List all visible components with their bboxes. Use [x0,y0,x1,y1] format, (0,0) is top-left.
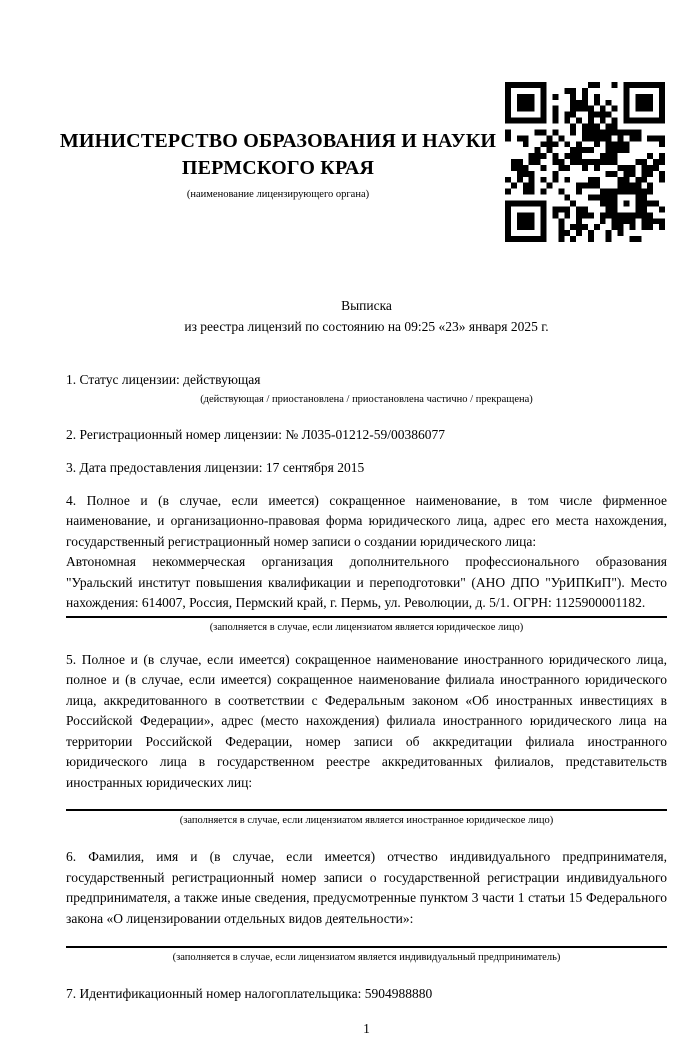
item-4-caption: (заполняется в случае, если лицензиатом является юридическое лицо) [66,621,667,634]
item-6-blank-field [66,939,667,948]
item-5-caption: (заполняется в случае, если лицензиатом является иностранное юридическое лицо) [66,814,667,827]
document-title [66,296,667,337]
licensing-authority-caption: (наименование лицензирующего органа) [56,188,500,201]
ministry-name-line1: МИНИСТЕРСТВО ОБРАЗОВАНИЯ И НАУКИ [56,128,500,155]
ministry-name-line2: ПЕРМСКОГО КРАЯ [56,155,500,182]
document-title-line2: из реестра лицензий по состоянию на 09:25 «23» января 2025 г. [66,317,667,338]
item-2-registration-number: 2. Регистрационный номер лицензии: № Л035-01212-59/00386077 [66,425,667,446]
licensing-authority-header [56,128,500,201]
document-title-line1: Выписка [66,296,667,317]
item-5-foreign-entity-heading: 5. Полное и (в случае, если имеется) сокращенное наименование иностранного юридического лица, полное и (в случае, если имеется) сокращенное наименование филиала иностранного юридического лица, аккредитованного в соответствии с Федеральным законом «Об иностранных инвестициях в Российской Федерации», адрес (место нахождения) филиала иностранного юридического лица на территории Российской Федерации, номер записи об аккредитации филиала иностранного юридического лица в государственном реестре аккредитованных филиалов, представительств иностранных юридических лиц: [66,650,667,794]
document-body [66,296,667,1039]
qr-code [505,82,665,242]
page-number: 1 [66,1019,667,1039]
item-5-blank-field [66,802,667,811]
item-4-legal-entity-value: Автономная некоммерческая организация дополнительного профессионального образования "Уральский институт повышения квалификации и переподготовки" (АНО ДПО "УрИПКиП"). Место нахождения: 614007, Россия, Пермский край, г. Пермь, ул. Революции, д. 5/1. ОГРН: 1125900001182. [66,552,667,618]
item-4-legal-entity-heading: 4. Полное и (в случае, если имеется) сокращенное наименование, в том числе фирменное наименование, и организационно-правовая форма юридического лица, адрес его места нахождения, государственный регистрационный номер записи о создании юридического лица: [66,491,667,553]
item-1-license-status: 1. Статус лицензии: действующая [66,370,667,391]
item-7-taxpayer-id: 7. Идентификационный номер налогоплательщика: 5904988880 [66,984,667,1005]
item-1-caption: (действующая / приостановлена / приостановлена частично / прекращена) [66,393,667,406]
item-3-license-grant-date: 3. Дата предоставления лицензии: 17 сентября 2015 [66,458,667,479]
item-6-individual-entrepreneur-heading: 6. Фамилия, имя и (в случае, если имеется) отчество индивидуального предпринимателя, государственный регистрационный номер записи о государственной регистрации индивидуального предпринимателя, а также иные сведения, предусмотренные пунктом 3 части 1 статьи 15 Федерального закона «О лицензировании отдельных видов деятельности»: [66,847,667,929]
item-6-caption: (заполняется в случае, если лицензиатом является индивидуальный предприниматель) [66,951,667,964]
